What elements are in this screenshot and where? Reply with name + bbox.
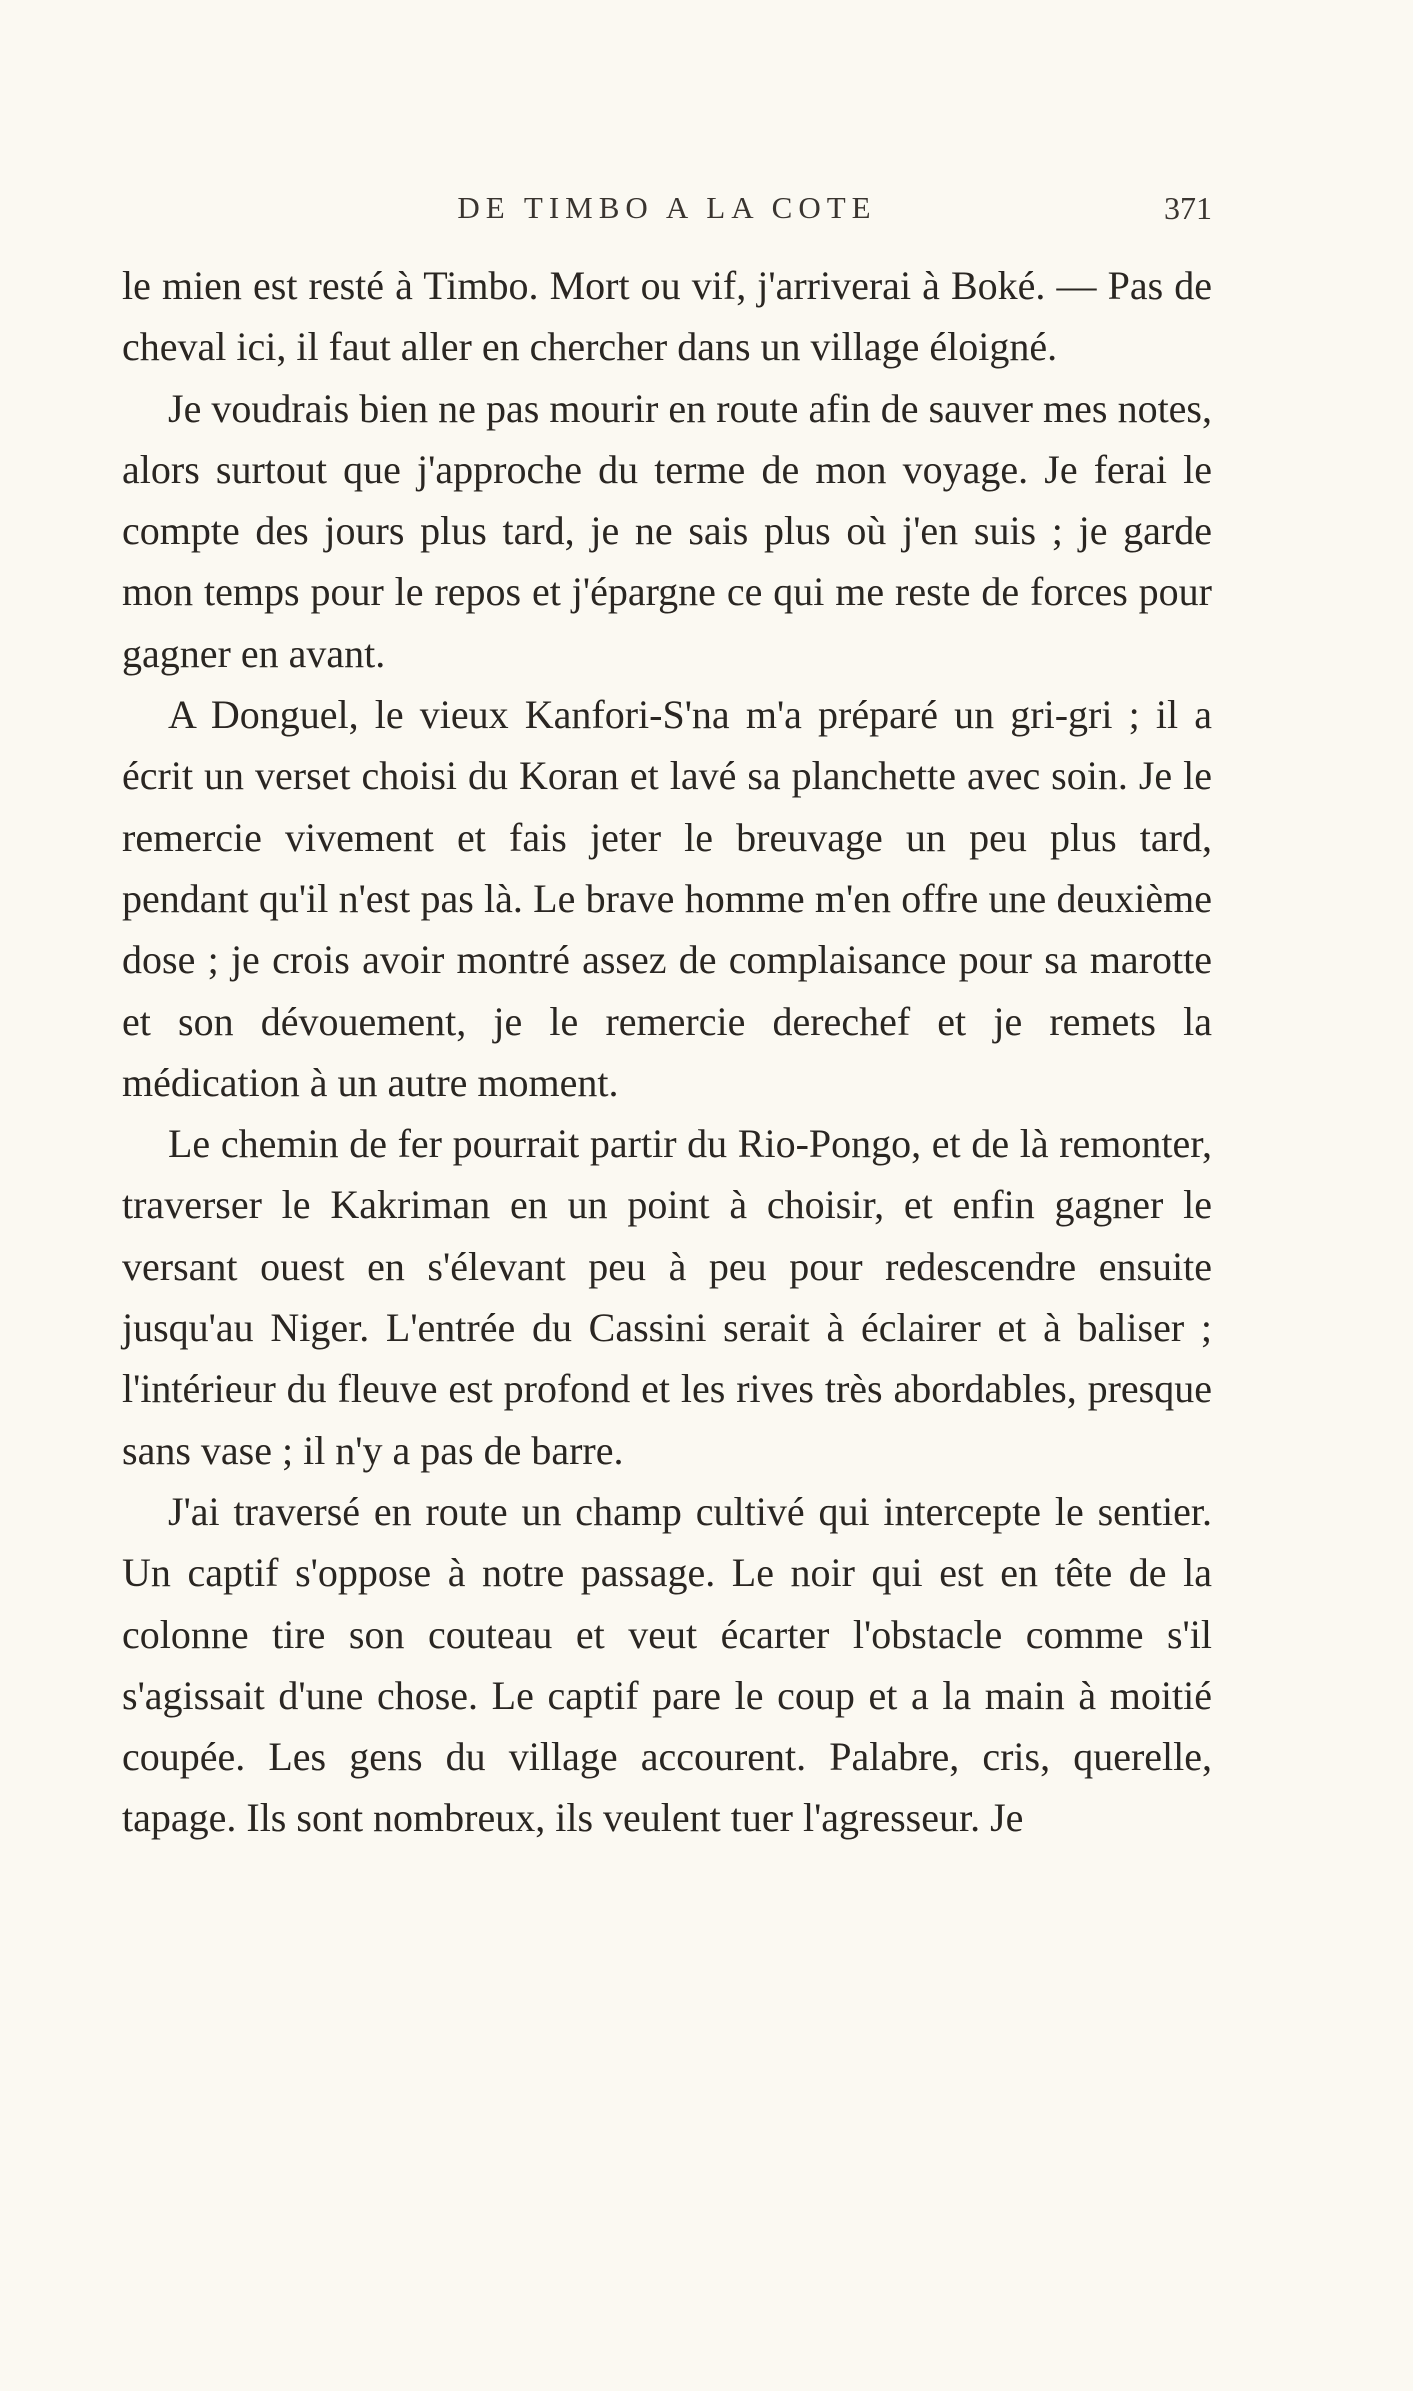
page-number: 371: [1164, 190, 1212, 226]
paragraph: Je voudrais bien ne pas mourir en route afin de sauver mes notes, alors surtout que j'approche du terme de mon voyage. Je ferai le compte des jours plus tard, je ne sais plus où j'en suis ; je garde mon temps pour le repos et j'épargne ce qui me reste de forces pour gagner en avant.: [122, 385, 1212, 676]
page-header: [122, 190, 1212, 240]
body-text: [122, 255, 1212, 1849]
running-title: DE TIMBO A LA COTE: [457, 190, 877, 225]
paragraph: Le chemin de fer pourrait partir du Rio-Pongo, et de là remonter, traverser le Kakriman en un point à choisir, et enfin gagner le versant ouest en s'élevant peu à peu pour redescendre ensuite jusqu'au Niger. L'entrée du Cassini serait à éclairer et à baliser ; l'intérieur du fleuve est profond et les rives très abordables, presque sans vase ; il n'y a pas de barre.: [122, 1121, 1212, 1473]
paragraph: A Donguel, le vieux Kanfori-S'na m'a préparé un gri-gri ; il a écrit un verset choisi du Koran et lavé sa planchette avec soin. Je le remercie vivement et fais jeter le breuvage un peu plus tard, pendant qu'il n'est pas là. Le brave homme m'en offre une deuxième dose ; je crois avoir montré assez de complaisance pour sa marotte et son dévouement, je le remercie derechef et je remets la médication à un autre moment.: [122, 692, 1212, 1105]
paragraph: J'ai traversé en route un champ cultivé qui intercepte le sentier. Un captif s'oppose à notre passage. Le noir qui est en tête de la colonne tire son couteau et veut écarter l'obstacle comme s'il s'agissait d'une chose. Le captif pare le coup et a la main à moitié coupée. Les gens du village accourent. Palabre, cris, querelle, tapage. Ils sont nombreux, ils veulent tuer l'agresseur. Je: [122, 1488, 1212, 1841]
paragraph-continuation: le mien est resté à Timbo. Mort ou vif, j'arriverai à Boké. — Pas de cheval ici, il faut aller en chercher dans un village éloigné.: [122, 263, 1212, 370]
